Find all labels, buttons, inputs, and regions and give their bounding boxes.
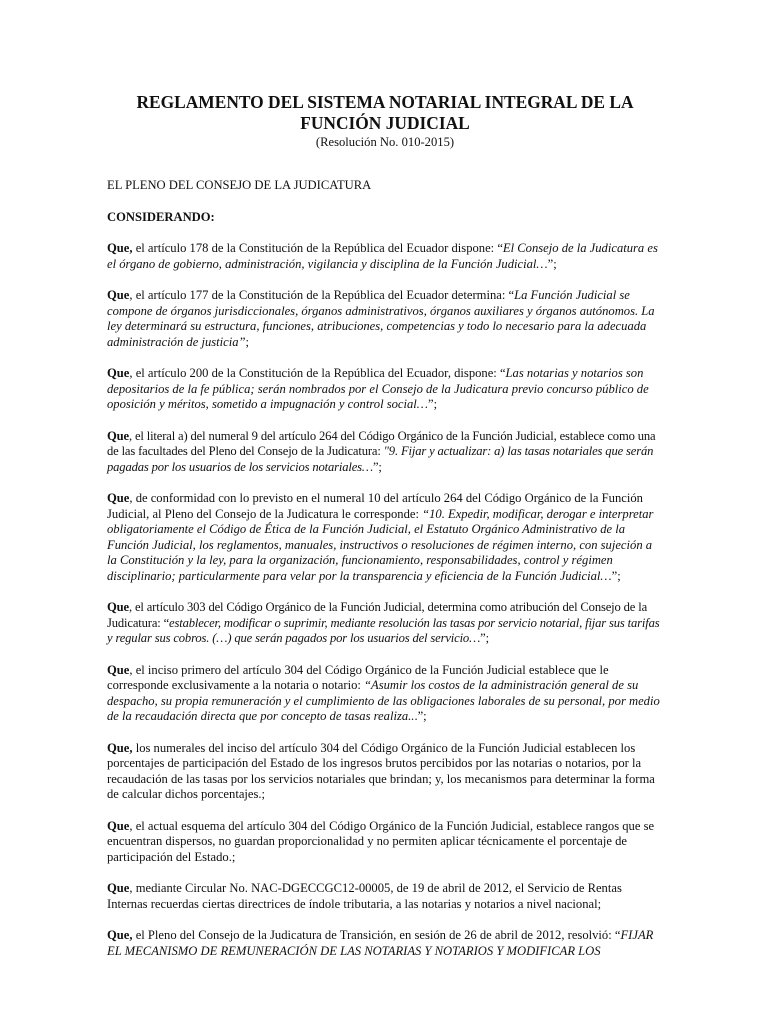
paragraph-tail: ”;	[428, 397, 438, 411]
paragraph-lead: Que,	[107, 740, 133, 755]
paragraph-lead: Que	[107, 662, 130, 677]
paragraph-quote: establecer, modificar o suprimir, mediante resolución las tasas por servicio notarial, fijar sus tarifas y regular sus cobros. (…) que serán pagados por los usuarios del servicio…	[107, 615, 660, 645]
paragraph-5	[107, 491, 663, 584]
document-page	[107, 92, 663, 975]
paragraph-lead: Que,	[107, 241, 133, 255]
paragraph-text: , el artículo 200 de la Constitución de la República del Ecuador, dispone: “	[129, 366, 506, 380]
paragraph-6	[107, 600, 663, 647]
paragraph-text: el artículo 178 de la Constitución de la República del Ecuador dispone: “	[132, 241, 503, 255]
paragraph-8	[107, 741, 663, 803]
paragraph-lead: Que	[107, 288, 130, 302]
paragraph-text: , el inciso primero del artículo 304 del Código Orgánico de la Función Judicial establece que le corresponde exclusivamente a la notaria o notario:	[107, 662, 609, 692]
paragraph-text: los numerales del inciso del artículo 304 del Código Orgánico de la Función Judicial establecen los porcentajes de participación del Estado de los ingresos brutos percibidos por las notarias o notarios, por la recaudación de las tasas por los servicios notariales que brindan; y, los mecanismos para determinar la forma de calcular dichos porcentajes.;	[107, 740, 655, 801]
paragraph-text: , el artículo 177 de la Constitución de la República del Ecuador determina: “	[129, 288, 515, 302]
title-line-1: REGLAMENTO DEL SISTEMA NOTARIAL INTEGRAL DE LA	[136, 92, 634, 112]
paragraph-4	[107, 429, 663, 476]
body-intro: EL PLENO DEL CONSEJO DE LA JUDICATURA	[107, 178, 372, 192]
considerando-heading: CONSIDERANDO:	[107, 209, 215, 224]
paragraph-tail: ”;	[547, 256, 557, 271]
paragraph-lead: Que	[107, 881, 130, 895]
paragraph-quote: La Función Judicial se compone de órganos jurisdiccionales, órganos administrativos, órganos auxiliares y órganos autónomos. La ley determinará su estructura, funciones, atribuciones, competencias y todo lo necesario para la adecuada administración de justicia”	[107, 288, 655, 349]
paragraph-text: , de conformidad con lo previsto en el numeral 10 del artículo 264 del Código Orgánico de la Función Judicial, al Pleno del Consejo de la Judicatura le corresponde:	[107, 491, 643, 521]
paragraph-quote: “Asumir los costos de la administración general de su despacho, su propia remuneración y el cumplimiento de las obligaciones laborales de su personal, por medio de la recaudación directa que por concepto de tasas realiza..	[107, 678, 660, 723]
document-title	[107, 92, 663, 134]
title-line-2: FUNCIÓN JUDICIAL	[300, 113, 470, 133]
paragraph-lead: Que	[107, 428, 129, 443]
paragraph-1	[107, 241, 663, 272]
paragraph-text: , el artículo 303 del Código Orgánico de la Función Judicial, determina como atribución del Consejo de la Judicatura: “	[107, 600, 648, 630]
paragraph-10	[107, 881, 663, 912]
paragraph-lead: Que	[107, 600, 129, 614]
paragraph-3	[107, 366, 663, 413]
paragraph-9	[107, 819, 663, 866]
paragraph-text: , el actual esquema del artículo 304 del Código Orgánico de la Función Judicial, establece rangos que se encuentran dispersos, no guardan proporcionalidad y no permiten aplicar técnicamente el porcentaje de participación del Estado.;	[107, 818, 655, 864]
paragraph-11	[107, 928, 663, 959]
paragraph-lead: Que	[107, 366, 130, 380]
paragraph-tail: ”;	[611, 568, 621, 583]
paragraph-quote: FIJAR EL MECANISMO DE REMUNERACIÓN DE LAS NOTARIAS Y NOTARIOS Y MODIFICAR LOS	[107, 928, 654, 958]
paragraph-quote: "9. Fijar y actualizar: a) las tasas notariales que serán pagadas por los usuarios de los servicios notariales…	[107, 444, 654, 474]
paragraph-lead: Que,	[107, 928, 133, 942]
paragraph-text: , mediante Circular No. NAC-DGECCGC12-00005, de 19 de abril de 2012, el Servicio de Rentas Internas recuerdas ciertas directrices de índole tributaria, a las notarias y notarios a nivel nacional;	[107, 881, 622, 911]
paragraph-tail: ”;	[372, 459, 382, 474]
paragraph-quote: El Consejo de la Judicatura es el órgano de gobierno, administración, vigilancia y disciplina de la Función Judicial…	[107, 241, 658, 271]
paragraph-quote: Las notarias y notarios son depositarios de la fe pública; serán nombrados por el Consejo de la Judicatura previo concurso público de oposición y méritos, sometido a impugnación y control social…	[107, 366, 649, 411]
document-subtitle: (Resolución No. 010-2015)	[315, 135, 455, 149]
paragraph-text: , el literal a) del numeral 9 del artículo 264 del Código Orgánico de la Función Judicial, establece como una de las facultades del Pleno del Consejo de la Judicatura:	[107, 428, 656, 458]
paragraph-lead: Que	[107, 818, 130, 833]
paragraph-2	[107, 288, 663, 350]
paragraph-7	[107, 663, 663, 725]
paragraph-tail: ;	[245, 334, 250, 349]
paragraph-tail: .”;	[414, 709, 427, 723]
paragraph-lead: Que	[107, 491, 130, 505]
paragraph-quote: “10. Expedir, modificar, derogar e interpretar obligatoriamente el Código de Ética de la Función Judicial, el Estatuto Orgánico Administrativo de la Función Judicial, los reglamentos, manuales, instructivos o resoluciones de régimen interno, con sujeción a la Constitución y la ley, para la organización, funcionamiento, responsabilidades, control y régimen disciplinario; particularmente para velar por la transparencia y eficiencia de la Función Judicial…	[107, 506, 654, 583]
paragraph-tail: ”;	[480, 631, 489, 645]
paragraph-text: el Pleno del Consejo de la Judicatura de Transición, en sesión de 26 de abril de 2012, resolvió: “	[132, 928, 621, 942]
